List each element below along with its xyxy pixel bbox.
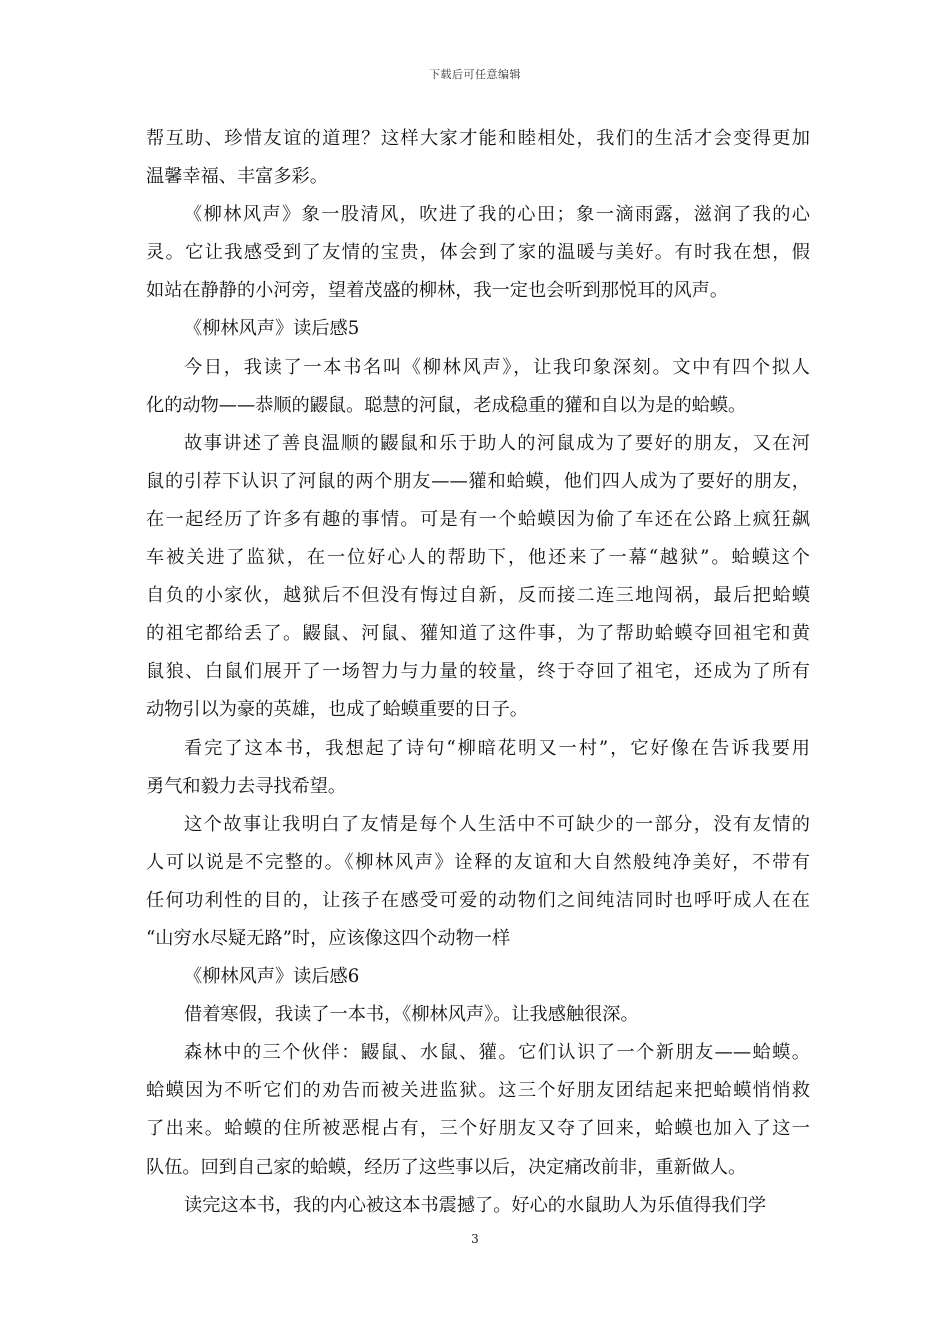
text-line: 《柳林风声》读后感6 (184, 966, 360, 988)
page-header: 下载后可任意编辑 (429, 68, 521, 81)
document-body (146, 120, 810, 1225)
text-line: 在一起经历了许多有趣的事情。可是有一个蛤蟆因为偷了车还在公路上疯狂飙 (146, 508, 810, 530)
text-line: 任何功利性的目的，让孩子在感受可爱的动物们之间纯洁同时也呼吁成人在在 (146, 889, 810, 911)
text-line: 帮互助、珍惜友谊的道理？这样大家才能和睦相处，我们的生活才会变得更加 (146, 128, 810, 149)
text-line: 鼠狼、白鼠们展开了一场智力与力量的较量，终于夺回了祖宅，还成为了所有 (146, 661, 810, 683)
text-line: 了出来。蛤蟆的住所被恶棍占有，三个好朋友又夺了回来，蛤蟆也加入了这一 (146, 1118, 810, 1140)
text-line: 这个故事让我明白了友情是每个人生活中不可缺少的一部分，没有友情的 (184, 813, 810, 835)
paragraph (146, 730, 810, 806)
text-line: 森林中的三个伙伴：鼹鼠、水鼠、獾。它们认识了一个新朋友——蛤蟆。 (184, 1042, 810, 1064)
paragraph (146, 310, 810, 348)
page-number: 3 (471, 1232, 479, 1246)
paragraph (146, 958, 810, 996)
text-line: 借着寒假，我读了一本书，《柳林风声》。让我感触很深。 (184, 1004, 639, 1026)
text-line: 人可以说是不完整的。《柳林风声》诠释的友谊和大自然般纯净美好，不带有 (146, 851, 810, 873)
text-line: 蛤蟆因为不听它们的劝告而被关进监狱。这三个好朋友团结起来把蛤蟆悄悄救 (146, 1080, 810, 1102)
text-line: 今日，我读了一本书名叫《柳林风声》，让我印象深刻。文中有四个拟人 (184, 356, 810, 378)
text-line: 如站在静静的小河旁，望着茂盛的柳林，我一定也会听到那悦耳的风声。 (146, 280, 729, 302)
paragraph (146, 196, 810, 310)
paragraph (146, 1034, 810, 1186)
paragraph (146, 806, 810, 958)
text-line: 《柳林风声》象一股清风，吹进了我的心田；象一滴雨露，滋润了我的心 (184, 204, 810, 226)
text-line: 车被关进了监狱，在一位好心人的帮助下，他还来了一幕“越狱”。蛤蟆这个 (146, 547, 810, 569)
text-line: 《柳林风声》读后感5 (184, 318, 360, 340)
paragraph (146, 996, 810, 1034)
text-line: 动物引以为豪的英雄，也成了蛤蟆重要的日子。 (146, 699, 528, 721)
text-line: 灵。它让我感受到了友情的宝贵，体会到了家的温暖与美好。有时我在想，假 (146, 242, 810, 264)
paragraph (146, 120, 810, 196)
paragraph (146, 425, 810, 730)
paragraph (146, 349, 810, 425)
paragraph (146, 1187, 810, 1225)
text-line: 化的动物——恭顺的鼹鼠。聪慧的河鼠，老成稳重的獾和自以为是的蛤蟆。 (146, 394, 747, 416)
text-line: 看完了这本书，我想起了诗句“柳暗花明又一村”，它好像在告诉我要用 (184, 737, 810, 759)
text-line: 鼠的引荐下认识了河鼠的两个朋友——獾和蛤蟆，他们四人成为了要好的朋友， (146, 470, 810, 492)
text-line: 勇气和毅力去寻找希望。 (146, 775, 347, 797)
text-line: 的祖宅都给丢了。鼹鼠、河鼠、獾知道了这件事，为了帮助蛤蟆夺回祖宅和黄 (146, 623, 810, 645)
text-line: 故事讲述了善良温顺的鼹鼠和乐于助人的河鼠成为了要好的朋友，又在河 (184, 432, 810, 454)
text-line: 温馨幸福、丰富多彩。 (146, 166, 328, 188)
text-line: 自负的小家伙，越狱后不但没有悔过自新，反而接二连三地闯祸，最后把蛤蟆 (146, 585, 810, 607)
text-line: “山穷水尽疑无路”时，应该像这四个动物一样 (146, 927, 511, 949)
text-line: 读完这本书，我的内心被这本书震撼了。好心的水鼠助人为乐值得我们学 (184, 1194, 767, 1216)
text-line: 队伍。回到自己家的蛤蟆，经历了这些事以后，决定痛改前非，重新做人。 (146, 1156, 747, 1178)
